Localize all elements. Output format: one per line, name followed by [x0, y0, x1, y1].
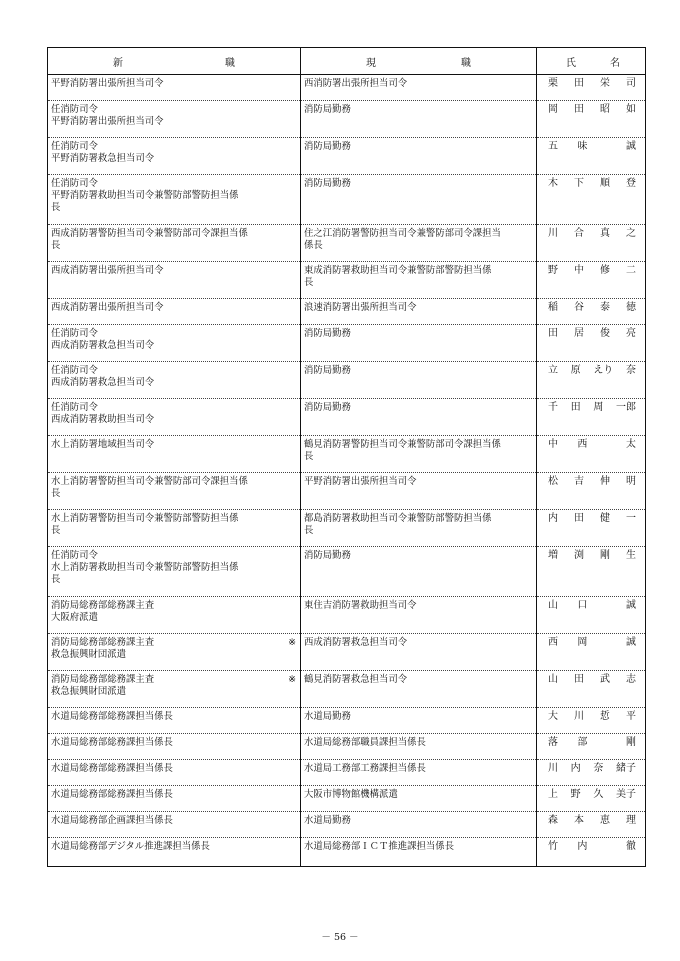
name-char: 千 — [548, 402, 558, 413]
new-post-cell — [48, 225, 301, 262]
new-post-line: 平野消防署出張所担当司令 — [51, 78, 164, 89]
table-row — [48, 812, 646, 838]
name-char: 本 — [574, 815, 584, 826]
page-number: － 56 － — [321, 932, 359, 943]
name-char: 稲 — [548, 302, 558, 313]
new-post-cell — [48, 510, 301, 547]
name-char: 野 — [570, 789, 581, 800]
name-char: 之 — [626, 228, 636, 239]
table-row — [48, 473, 646, 510]
name-char: 理 — [626, 815, 636, 826]
name-char: 奈 — [593, 763, 604, 774]
new-post-line: 水道局総務部総務課担当係長 — [51, 711, 173, 722]
name-char: 田 — [574, 674, 584, 685]
table-row — [48, 510, 646, 547]
name-char: えり — [593, 365, 614, 376]
table-row — [48, 838, 646, 867]
name-char: 昭 — [600, 104, 610, 115]
name-char: 田 — [574, 104, 584, 115]
current-post-cell — [301, 175, 537, 225]
person-name — [540, 600, 642, 612]
new-post-line: 水道局総務部総務課担当係長 — [51, 737, 173, 748]
current-post-line: 長 — [304, 525, 314, 536]
new-post-line: 西成消防署救助担当司令 — [51, 414, 155, 425]
table-row — [48, 597, 646, 634]
new-post-line: 任消防司令 — [51, 328, 98, 339]
name-char: 中 — [574, 265, 584, 276]
name-cell — [537, 175, 646, 225]
person-name — [540, 228, 642, 240]
name-char: 合 — [574, 228, 584, 239]
name-cell — [537, 473, 646, 510]
person-name — [540, 674, 642, 686]
new-post-line: 長 — [51, 574, 61, 585]
header-new-post-char: 新 — [113, 57, 123, 69]
new-post-cell — [48, 75, 301, 101]
new-post-cell — [48, 786, 301, 812]
person-name — [540, 763, 642, 775]
name-char: 中 — [548, 439, 558, 450]
current-post-cell — [301, 225, 537, 262]
new-post-line: 西成消防署救急担当司令 — [51, 340, 155, 351]
name-char: 美子 — [615, 789, 636, 800]
current-post-cell — [301, 75, 537, 101]
name-char: 内 — [577, 841, 588, 852]
table-row — [48, 708, 646, 734]
header-current-post-char: 現 — [366, 57, 376, 69]
name-char: 誠 — [625, 600, 636, 611]
new-post-cell — [48, 473, 301, 510]
current-post-cell — [301, 299, 537, 325]
name-char: 落 — [548, 737, 558, 748]
current-post-line: 消防局勤務 — [304, 141, 351, 152]
current-post-line: 水道局勤務 — [304, 815, 351, 826]
name-char: 剛 — [625, 737, 636, 748]
name-char: 木 — [548, 178, 558, 189]
new-post-line: 西成消防署救急担当司令 — [51, 377, 155, 388]
name-char: 一 — [626, 513, 636, 524]
new-post-cell — [48, 812, 301, 838]
new-post-line: 長 — [51, 525, 61, 536]
person-name — [540, 815, 642, 827]
table-row — [48, 399, 646, 436]
table-row — [48, 436, 646, 473]
name-cell — [537, 75, 646, 101]
name-char: 岡 — [577, 637, 588, 648]
new-post-cell — [48, 760, 301, 786]
new-post-line: 任消防司令 — [51, 402, 98, 413]
name-char: 剛 — [600, 550, 610, 561]
new-post-line: 水道局総務部総務課担当係長 — [51, 789, 173, 800]
name-char: 部 — [577, 737, 588, 748]
current-post-line: 長 — [304, 277, 314, 288]
new-post-line: 平野消防署救助担当司令兼警防部警防担当係 — [51, 190, 239, 201]
person-name — [540, 78, 642, 90]
name-char: 田 — [574, 513, 584, 524]
name-char: 内 — [548, 513, 558, 524]
name-char: 味 — [577, 141, 588, 152]
name-char: 五 — [548, 141, 558, 152]
person-name — [540, 550, 642, 562]
new-post-cell — [48, 708, 301, 734]
current-post-line: 消防局勤務 — [304, 402, 351, 413]
table-row — [48, 225, 646, 262]
name-cell — [537, 325, 646, 362]
table-row — [48, 299, 646, 325]
new-post-line: 長 — [51, 488, 61, 499]
note-mark: ※ — [288, 637, 296, 648]
table-header-row — [48, 48, 646, 75]
new-post-line: 救急振興財団派遣 — [51, 686, 127, 697]
person-name — [540, 841, 642, 853]
name-char: 居 — [574, 328, 584, 339]
name-char: 悊 — [600, 711, 610, 722]
name-char: 田 — [548, 328, 558, 339]
name-cell — [537, 838, 646, 867]
name-char: 西 — [577, 439, 588, 450]
current-post-line: 鶴見消防署警防担当司令兼警防部司令課担当係 — [304, 439, 501, 450]
current-post-line: 大阪市博物館機構派遣 — [304, 789, 398, 800]
name-char: 吉 — [574, 476, 584, 487]
person-name — [540, 141, 642, 153]
name-char: 山 — [548, 674, 558, 685]
current-post-cell — [301, 734, 537, 760]
new-post-cell — [48, 634, 301, 671]
name-char: 俊 — [600, 328, 610, 339]
new-post-cell — [48, 299, 301, 325]
new-post-line: 西成消防署出張所担当司令 — [51, 302, 164, 313]
current-post-line: 平野消防署出張所担当司令 — [304, 476, 417, 487]
current-post-line: 消防局勤務 — [304, 328, 351, 339]
name-char: 武 — [600, 674, 610, 685]
table-row — [48, 362, 646, 399]
table-row — [48, 325, 646, 362]
new-post-line: 長 — [51, 202, 61, 213]
new-post-cell — [48, 325, 301, 362]
header-current-post-char: 職 — [461, 57, 471, 69]
name-char: 二 — [626, 265, 636, 276]
name-char: 田 — [574, 78, 584, 89]
current-post-cell — [301, 760, 537, 786]
current-post-line: 住之江消防署警防担当司令兼警防部司令課担当 — [304, 228, 501, 239]
current-post-cell — [301, 473, 537, 510]
name-char: 亮 — [626, 328, 636, 339]
name-cell — [537, 671, 646, 708]
new-post-line: 大阪府派遣 — [51, 612, 98, 623]
current-post-cell — [301, 597, 537, 634]
current-post-line: 都島消防署救助担当司令兼警防部警防担当係 — [304, 513, 492, 524]
table-row — [48, 760, 646, 786]
name-char: 順 — [600, 178, 610, 189]
new-post-line: 任消防司令 — [51, 104, 98, 115]
name-char: 川 — [548, 763, 558, 774]
name-char: 誠 — [625, 637, 636, 648]
name-char: 太 — [625, 439, 636, 450]
name-char: 大 — [548, 711, 558, 722]
name-char: 岡 — [548, 104, 558, 115]
name-char: 健 — [600, 513, 610, 524]
name-cell — [537, 436, 646, 473]
table-row — [48, 75, 646, 101]
current-post-cell — [301, 262, 537, 299]
current-post-cell — [301, 812, 537, 838]
new-post-line: 任消防司令 — [51, 365, 98, 376]
name-cell — [537, 734, 646, 760]
current-post-line: 消防局勤務 — [304, 104, 351, 115]
new-post-line: 消防局総務部総務課主査 — [51, 600, 155, 611]
new-post-line: 救急振興財団派遣 — [51, 649, 127, 660]
current-post-cell — [301, 362, 537, 399]
name-char: 平 — [626, 711, 636, 722]
current-post-cell — [301, 325, 537, 362]
table-row — [48, 547, 646, 597]
current-post-line: 鶴見消防署救急担当司令 — [304, 674, 408, 685]
current-post-line: 消防局勤務 — [304, 365, 351, 376]
new-post-cell — [48, 262, 301, 299]
name-char: 田 — [570, 402, 581, 413]
table-row — [48, 671, 646, 708]
name-char: 川 — [574, 711, 584, 722]
name-cell — [537, 760, 646, 786]
name-char: 緒子 — [615, 763, 636, 774]
person-name — [540, 265, 642, 277]
name-cell — [537, 225, 646, 262]
name-cell — [537, 101, 646, 138]
person-name — [540, 328, 642, 340]
name-char: 谷 — [574, 302, 584, 313]
current-post-line: 西消防署出張所担当司令 — [304, 78, 408, 89]
name-char: 西 — [548, 637, 558, 648]
name-char: 誠 — [625, 141, 636, 152]
new-post-cell — [48, 138, 301, 175]
new-post-line: 水道局総務部企画課担当係長 — [51, 815, 173, 826]
person-name — [540, 365, 642, 377]
name-char: 志 — [626, 674, 636, 685]
current-post-cell — [301, 838, 537, 867]
header-name-char: 氏 — [566, 57, 576, 69]
current-post-line: 消防局勤務 — [304, 550, 351, 561]
name-cell — [537, 634, 646, 671]
person-name — [540, 711, 642, 723]
name-char: 徳 — [626, 302, 636, 313]
person-name — [540, 513, 642, 525]
table-row — [48, 734, 646, 760]
new-post-line: 任消防司令 — [51, 178, 98, 189]
current-post-line: 東成消防署救助担当司令兼警防部警防担当係 — [304, 265, 492, 276]
new-post-line: 任消防司令 — [51, 550, 98, 561]
header-new-post — [48, 48, 301, 75]
new-post-line: 長 — [51, 240, 61, 251]
new-post-line: 消防局総務部総務課主査 — [51, 674, 155, 685]
new-post-line: 西成消防署出張所担当司令 — [51, 265, 164, 276]
name-cell — [537, 597, 646, 634]
current-post-cell — [301, 101, 537, 138]
name-char: 内 — [570, 763, 581, 774]
current-post-line: 消防局勤務 — [304, 178, 351, 189]
name-char: 生 — [626, 550, 636, 561]
name-cell — [537, 510, 646, 547]
name-cell — [537, 138, 646, 175]
current-post-cell — [301, 634, 537, 671]
new-post-cell — [48, 597, 301, 634]
current-post-line: 東住吉消防署救助担当司令 — [304, 600, 417, 611]
name-char: 登 — [626, 178, 636, 189]
current-post-line: 水道局総務部職員課担当係長 — [304, 737, 426, 748]
name-char: 森 — [548, 815, 558, 826]
name-char: 恵 — [600, 815, 610, 826]
person-name — [540, 439, 642, 451]
header-name-char: 名 — [610, 57, 620, 69]
person-name — [540, 789, 642, 801]
new-post-line: 任消防司令 — [51, 141, 98, 152]
current-post-line: 水道局総務部ＩＣＴ推進課担当係長 — [304, 841, 455, 852]
name-cell — [537, 399, 646, 436]
new-post-cell — [48, 101, 301, 138]
current-post-cell — [301, 138, 537, 175]
name-char: 奈 — [625, 365, 636, 376]
name-cell — [537, 362, 646, 399]
name-char: 山 — [548, 600, 558, 611]
new-post-line: 平野消防署出張所担当司令 — [51, 116, 164, 127]
name-cell — [537, 786, 646, 812]
name-cell — [537, 812, 646, 838]
name-char: 泰 — [600, 302, 610, 313]
new-post-cell — [48, 175, 301, 225]
name-char: 修 — [600, 265, 610, 276]
current-post-cell — [301, 510, 537, 547]
new-post-cell — [48, 399, 301, 436]
name-cell — [537, 708, 646, 734]
table-row — [48, 175, 646, 225]
name-char: 下 — [574, 178, 584, 189]
name-cell — [537, 262, 646, 299]
header-current-post — [301, 48, 537, 75]
person-name — [540, 402, 642, 414]
name-cell — [537, 299, 646, 325]
name-char: 栗 — [548, 78, 558, 89]
name-char: 久 — [593, 789, 604, 800]
new-post-cell — [48, 547, 301, 597]
name-char: 原 — [570, 365, 581, 376]
table-row — [48, 786, 646, 812]
name-char: 栄 — [600, 78, 610, 89]
name-char: 真 — [600, 228, 610, 239]
new-post-line: 水上消防署救助担当司令兼警防部警防担当係 — [51, 562, 239, 573]
current-post-line: 浪速消防署出張所担当司令 — [304, 302, 417, 313]
name-char: 一郎 — [615, 402, 636, 413]
new-post-cell — [48, 362, 301, 399]
name-char: 如 — [626, 104, 636, 115]
current-post-cell — [301, 399, 537, 436]
new-post-line: 西成消防署警防担当司令兼警防部司令課担当係 — [51, 228, 248, 239]
current-post-cell — [301, 708, 537, 734]
new-post-line: 水道局総務部デジタル推進課担当係長 — [51, 841, 210, 852]
name-char: 野 — [548, 265, 558, 276]
new-post-cell — [48, 436, 301, 473]
new-post-line: 平野消防署救急担当司令 — [51, 153, 155, 164]
new-post-line: 水道局総務部総務課担当係長 — [51, 763, 173, 774]
header-name — [537, 48, 646, 75]
person-name — [540, 178, 642, 190]
name-char: 司 — [626, 78, 636, 89]
person-name — [540, 104, 642, 116]
current-post-line: 水道局工務部工務課担当係長 — [304, 763, 426, 774]
new-post-line: 水上消防署警防担当司令兼警防部司令課担当係 — [51, 476, 248, 487]
current-post-line: 長 — [304, 451, 314, 462]
name-char: 川 — [548, 228, 558, 239]
name-char: 上 — [548, 789, 558, 800]
new-post-cell — [48, 838, 301, 867]
person-name — [540, 302, 642, 314]
current-post-line: 係長 — [304, 240, 323, 251]
name-char: 周 — [593, 402, 604, 413]
new-post-line: 水上消防署警防担当司令兼警防部警防担当係 — [51, 513, 239, 524]
current-post-cell — [301, 436, 537, 473]
current-post-line: 西成消防署救急担当司令 — [304, 637, 408, 648]
table-row — [48, 101, 646, 138]
person-name — [540, 637, 642, 649]
new-post-cell — [48, 734, 301, 760]
name-char: 渕 — [574, 550, 584, 561]
name-char: 伸 — [600, 476, 610, 487]
name-char: 松 — [548, 476, 558, 487]
name-char: 口 — [577, 600, 588, 611]
current-post-cell — [301, 547, 537, 597]
name-cell — [537, 547, 646, 597]
name-char: 増 — [548, 550, 558, 561]
current-post-cell — [301, 671, 537, 708]
person-name — [540, 737, 642, 749]
person-name — [540, 476, 642, 488]
table-row — [48, 262, 646, 299]
name-char: 立 — [548, 365, 558, 376]
new-post-cell — [48, 671, 301, 708]
current-post-line: 水道局勤務 — [304, 711, 351, 722]
personnel-table — [47, 47, 646, 867]
name-char: 竹 — [548, 841, 558, 852]
name-char: 徹 — [625, 841, 636, 852]
new-post-line: 消防局総務部総務課主査 — [51, 637, 155, 648]
current-post-cell — [301, 786, 537, 812]
name-char: 明 — [626, 476, 636, 487]
header-new-post-char: 職 — [225, 57, 235, 69]
table-row — [48, 634, 646, 671]
note-mark: ※ — [288, 674, 296, 685]
table-row — [48, 138, 646, 175]
new-post-line: 水上消防署地域担当司令 — [51, 439, 155, 450]
